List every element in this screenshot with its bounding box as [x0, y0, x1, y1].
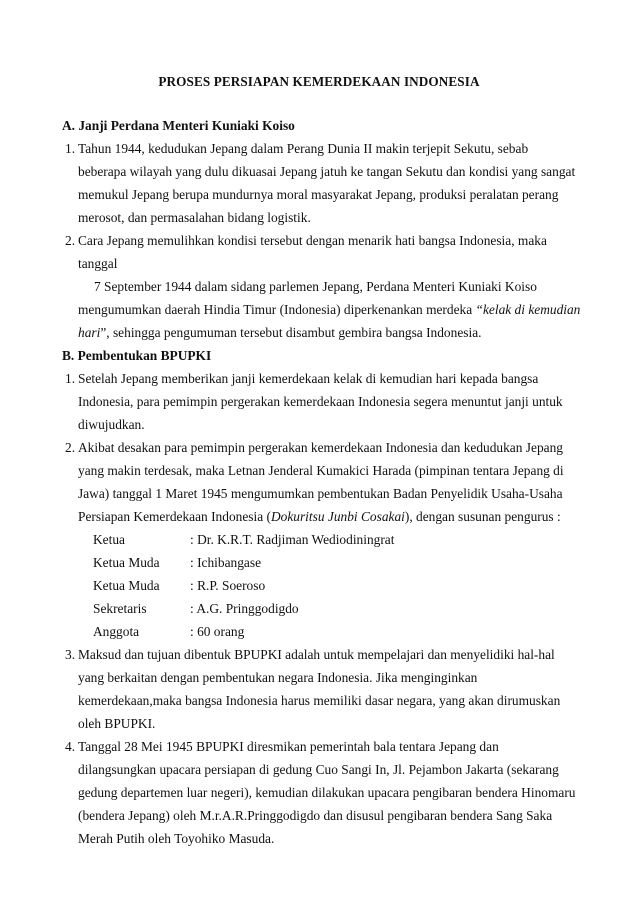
paragraph-line: Jawa) tanggal 1 Maret 1945 mengumumkan pembentukan Badan Penyelidik Usaha-Usaha — [78, 486, 563, 501]
section-a-heading: A. Janji Perdana Menteri Kuniaki Koiso — [62, 118, 295, 133]
paragraph-line — [78, 509, 561, 525]
paragraph-line: memukul Jepang berupa mundurnya moral masyarakat Jepang, produksi peralatan perang — [78, 187, 559, 202]
paragraph-line: diwujudkan. — [78, 417, 145, 432]
paragraph-line: yang berkaitan dengan pembentukan negara Indonesia. Jika menginginkan — [78, 670, 478, 685]
pengurus-name: : A.G. Pringgodigdo — [190, 601, 299, 616]
pengurus-name: : Dr. K.R.T. Radjiman Wediodiningrat — [190, 532, 395, 547]
text-run: ”, sehingga pengumuman tersebut disambut gembira bangsa Indonesia. — [100, 325, 482, 340]
pengurus-name: : Ichibangase — [190, 555, 262, 570]
document-title: PROSES PERSIAPAN KEMERDEKAAN INDONESIA — [158, 74, 480, 89]
pengurus-role: Sekretaris — [93, 601, 147, 616]
text-run: mengumumkan daerah Hindia Timur (Indonesia) diperkenankan merdeka — [78, 302, 476, 317]
paragraph-line — [78, 302, 580, 318]
text-run: ), dengan susunan pengurus : — [404, 509, 561, 524]
paragraph-line: Tanggal 28 Mei 1945 BPUPKI diresmikan pemerintah bala tentara Jepang dan — [78, 739, 499, 754]
paragraph-line: kemerdekaan,maka bangsa Indonesia harus memiliki dasar negara, yang akan dirumuskan — [78, 693, 561, 708]
paragraph-line — [78, 325, 482, 341]
paragraph-line: oleh BPUPKI. — [78, 716, 156, 731]
text-run: Persiapan Kemerdekaan Indonesia ( — [78, 509, 271, 524]
pengurus-role: Anggota — [93, 624, 140, 639]
section-b-heading: B. Pembentukan BPUPKI — [62, 348, 212, 363]
paragraph-line: Maksud dan tujuan dibentuk BPUPKI adalah untuk mempelajari dan menyelidiki hal-hal — [78, 647, 555, 662]
pengurus-role: Ketua Muda — [93, 578, 160, 593]
paragraph-line: Setelah Jepang memberikan janji kemerdekaan kelak di kemudian hari kepada bangsa — [78, 371, 539, 386]
pengurus-role: Ketua — [93, 532, 125, 547]
italic-quote: “kelak di kemudian — [475, 302, 581, 317]
paragraph-line: (bendera Jepang) oleh M.r.A.R.Pringgodigdo dan disusul pengibaran bendera Sang Saka — [78, 808, 553, 823]
paragraph-line: gedung departemen luar negeri), kemudian dilakukan upacara pengibaran bendera Hinomaru — [78, 785, 576, 800]
paragraph-line: Merah Putih oleh Toyohiko Masuda. — [78, 831, 275, 846]
pengurus-role: Ketua Muda — [93, 555, 160, 570]
paragraph-line: Cara Jepang memulihkan kondisi tersebut dengan menarik hati bangsa Indonesia, maka — [78, 233, 547, 248]
item-number: 1. — [65, 141, 76, 156]
paragraph-line: Indonesia, para pemimpin pergerakan kemerdekaan Indonesia segera menuntut janji untuk — [78, 394, 563, 409]
pengurus-name: : R.P. Soeroso — [190, 578, 266, 593]
paragraph-line: dilangsungkan upacara persiapan di gedung Cuo Sangi In, Jl. Pejambon Jakarta (sekarang — [78, 762, 559, 777]
italic-quote: hari — [78, 325, 101, 340]
item-number: 2. — [65, 233, 76, 248]
pengurus-name: : 60 orang — [190, 624, 245, 639]
item-number: 3. — [65, 647, 76, 662]
paragraph-line: tanggal — [78, 256, 118, 271]
paragraph-line: beberapa wilayah yang dulu dikuasai Jepang jatuh ke tangan Sekutu dan kondisi yang sangat — [78, 164, 576, 179]
paragraph-line: 7 September 1944 dalam sidang parlemen Jepang, Perdana Menteri Kuniaki Koiso — [94, 279, 537, 294]
paragraph-line: merosot, dan permasalahan bidang logistik. — [78, 210, 311, 225]
paragraph-line: Tahun 1944, kedudukan Jepang dalam Perang Dunia II makin terjepit Sekutu, sebab — [78, 141, 529, 156]
item-number: 2. — [65, 440, 76, 455]
italic-term: Dokuritsu Junbi Cosakai — [270, 509, 405, 524]
paragraph-line: Akibat desakan para pemimpin pergerakan kemerdekaan Indonesia dan kedudukan Jepang — [78, 440, 563, 455]
paragraph-line: yang makin terdesak, maka Letnan Jenderal Kumakici Harada (pimpinan tentara Jepang di — [78, 463, 564, 478]
item-number: 1. — [65, 371, 76, 386]
item-number: 4. — [65, 739, 76, 754]
